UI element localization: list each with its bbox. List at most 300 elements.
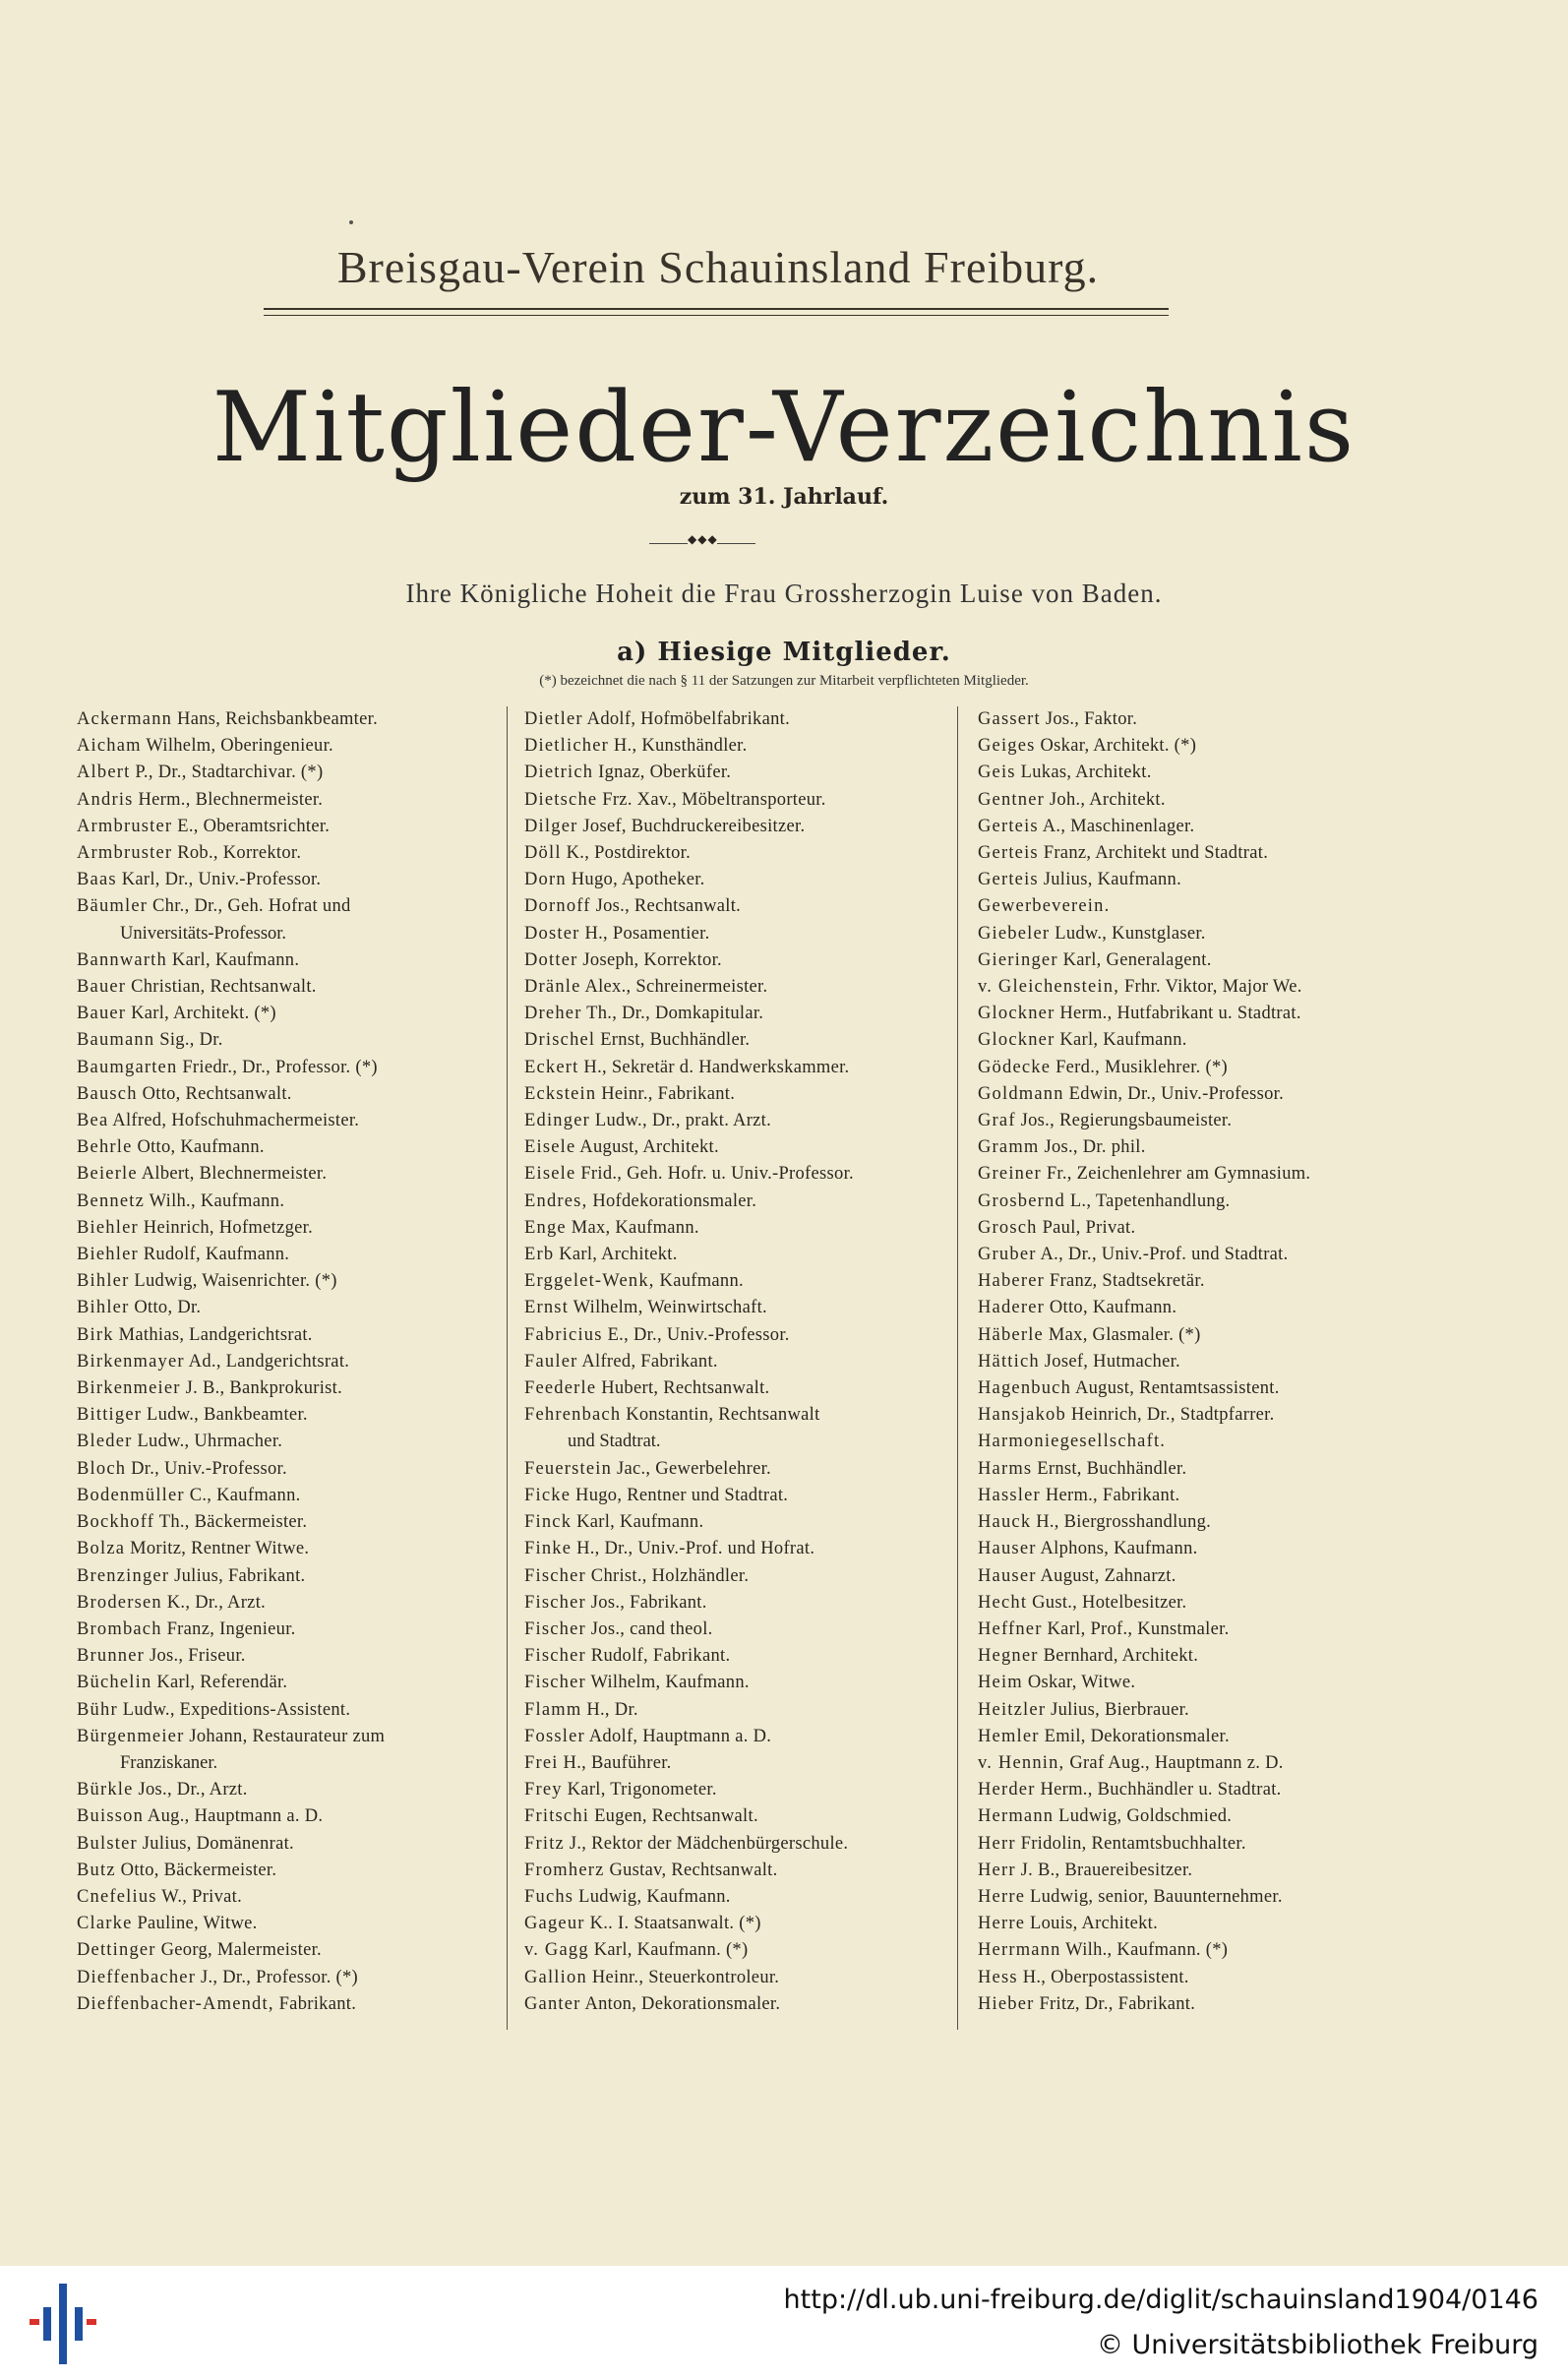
member-surname: Fabricius xyxy=(524,1324,603,1345)
member-entry xyxy=(978,921,1386,947)
member-details: Ignaz, Oberküfer. xyxy=(593,763,732,783)
member-surname: Erb xyxy=(524,1245,555,1265)
member-details: Ludw., Bankbeamter. xyxy=(142,1405,308,1426)
member-details: Frz. Xav., Möbeltransporteur. xyxy=(597,789,826,810)
member-surname: Baas xyxy=(77,870,117,890)
member-surname: Dieffenbacher xyxy=(77,1967,197,1987)
member-surname: v. Gagg xyxy=(524,1940,589,1961)
member-details: August, Architekt. xyxy=(575,1137,719,1158)
member-entry xyxy=(978,1268,1386,1295)
member-entry xyxy=(77,1670,485,1696)
member-surname: Haberer xyxy=(978,1271,1045,1292)
member-surname: Drischel xyxy=(524,1030,596,1051)
member-surname: Heitzler xyxy=(978,1699,1047,1720)
member-surname: Hemler xyxy=(978,1726,1040,1746)
member-surname: Bäumler xyxy=(77,896,149,917)
member-entry xyxy=(77,1242,485,1268)
member-entry xyxy=(978,1055,1386,1081)
member-entry xyxy=(77,1777,485,1803)
member-details-continued: und Stadtrat. xyxy=(568,1432,661,1452)
member-entry xyxy=(524,974,933,1001)
member-entry xyxy=(524,1831,933,1858)
member-surname: Fritz xyxy=(524,1833,565,1854)
member-details: Fridolin, Rentamtsbuchhalter. xyxy=(1015,1833,1246,1854)
member-details: Jos., Dr. phil. xyxy=(1039,1137,1146,1158)
member-entry xyxy=(978,1777,1386,1803)
member-details: H., Bauführer. xyxy=(558,1752,672,1773)
footnote: (*) bezeichnet die nach § 11 der Satzungen zur Mitarbeit verpflichteten Mitglieder. xyxy=(539,673,1029,689)
member-entry xyxy=(77,1081,485,1108)
member-details: Karl, Trigonometer. xyxy=(562,1780,717,1800)
member-entry xyxy=(524,1617,933,1643)
member-entry xyxy=(77,1803,485,1830)
member-details: Albert, Blechnermeister. xyxy=(137,1164,328,1185)
member-details: Heinrich, Dr., Stadtpfarrer. xyxy=(1065,1405,1275,1426)
member-entry xyxy=(524,1643,933,1670)
member-surname: Albert xyxy=(77,763,131,783)
member-entry xyxy=(77,1563,485,1590)
member-surname: Graf xyxy=(978,1111,1016,1131)
member-details-continued: Franziskaner. xyxy=(120,1752,218,1773)
document-title: Mitglieder-Verzeichnis xyxy=(211,372,1357,484)
member-entry xyxy=(524,1295,933,1321)
member-surname: Häberle xyxy=(978,1324,1044,1345)
member-entry xyxy=(524,814,933,840)
member-details: Karl, Kaufmann. xyxy=(1055,1030,1187,1051)
member-details: Heinr., Steuerkontroleur. xyxy=(586,1967,780,1987)
member-entry xyxy=(524,1055,933,1081)
member-details: Bernhard, Architekt. xyxy=(1038,1646,1199,1667)
member-surname: Finke xyxy=(524,1539,573,1559)
organization-heading: Breisgau-Verein Schauinsland Freiburg. xyxy=(336,242,1100,292)
member-details: H., Sekretär d. Handwerkskammer. xyxy=(578,1057,850,1077)
member-details: Rob., Korrektor. xyxy=(172,843,302,864)
member-entry xyxy=(978,1937,1386,1964)
member-details: Karl, Kaufmann. (*) xyxy=(588,1940,749,1961)
member-details: August, Rentamtsassistent. xyxy=(1071,1378,1280,1399)
member-entry xyxy=(978,1509,1386,1536)
member-surname: Bihler xyxy=(77,1271,130,1292)
member-entry xyxy=(524,1322,933,1349)
member-surname: Glockner xyxy=(978,1030,1055,1051)
member-entry xyxy=(524,1991,933,2018)
member-details: Otto, Kaufmann. xyxy=(132,1137,265,1158)
member-details: A., Dr., Univ.-Prof. und Stadtrat. xyxy=(1036,1245,1289,1265)
member-entry xyxy=(77,1189,485,1215)
member-details: H., Dr., Univ.-Prof. und Hofrat. xyxy=(572,1539,815,1559)
member-entry xyxy=(978,1483,1386,1509)
member-surname: Gieringer xyxy=(978,949,1058,970)
member-entry xyxy=(524,1509,933,1536)
member-details: H., Kunsthändler. xyxy=(608,736,748,757)
member-entry xyxy=(524,1108,933,1134)
member-surname: Brunner xyxy=(77,1646,146,1667)
member-details: Joseph, Korrektor. xyxy=(577,949,722,970)
member-entry xyxy=(77,867,485,893)
member-entry xyxy=(978,1590,1386,1617)
member-details: Jos., Regierungsbaumeister. xyxy=(1015,1111,1233,1131)
member-details: Th., Dr., Domkapitular. xyxy=(581,1004,764,1024)
member-entry xyxy=(77,1965,485,1991)
member-surname: Dietler xyxy=(524,709,583,729)
member-entry xyxy=(77,1536,485,1562)
member-surname: Bürkle xyxy=(77,1780,134,1800)
member-details: J. B., Bankprokurist. xyxy=(180,1378,343,1399)
member-surname: Bauer xyxy=(77,977,127,998)
member-entry xyxy=(77,1108,485,1134)
member-entry xyxy=(524,1590,933,1617)
member-entry xyxy=(77,1134,485,1161)
member-entry xyxy=(978,1134,1386,1161)
member-entry xyxy=(77,1161,485,1188)
member-entry xyxy=(978,947,1386,974)
member-details: Julius, Bierbrauer. xyxy=(1046,1699,1189,1720)
member-column-1 xyxy=(77,706,485,2018)
member-details: Edwin, Dr., Univ.-Professor. xyxy=(1063,1083,1285,1104)
member-entry xyxy=(978,1215,1386,1242)
member-surname: Gerteis xyxy=(978,870,1039,890)
member-surname: Aicham xyxy=(77,736,142,757)
member-details: J., Rektor der Mädchenbürgerschule. xyxy=(564,1833,849,1854)
member-entry xyxy=(978,1322,1386,1349)
member-entry xyxy=(978,1081,1386,1108)
member-details: Hofdekorationsmaler. xyxy=(587,1190,757,1211)
member-details: Ludw., Expeditions-Assistent. xyxy=(117,1699,351,1720)
member-surname: Fischer xyxy=(524,1592,586,1613)
member-surname: Eckstein xyxy=(524,1083,597,1104)
member-details: K., Postdirektor. xyxy=(561,843,692,864)
member-entry xyxy=(524,787,933,814)
member-surname: Biehler xyxy=(77,1245,139,1265)
member-entry xyxy=(77,1643,485,1670)
member-details: Rudolf, Kaufmann. xyxy=(138,1245,290,1265)
member-details: Max, Glasmaler. (*) xyxy=(1043,1324,1201,1345)
member-entry xyxy=(978,814,1386,840)
member-details: Ludwig, senior, Bauunternehmer. xyxy=(1025,1886,1283,1907)
member-details: August, Zahnarzt. xyxy=(1036,1565,1176,1586)
member-surname: Haderer xyxy=(978,1298,1045,1318)
member-details: Oskar, Architekt. (*) xyxy=(1035,736,1197,757)
member-details: Hans, Reichsbankbeamter. xyxy=(172,709,378,729)
member-entry xyxy=(978,1349,1386,1375)
member-entry xyxy=(77,1295,485,1321)
member-details: Herm., Buchhändler u. Stadtrat. xyxy=(1035,1780,1282,1800)
member-details: Moritz, Rentner Witwe. xyxy=(125,1539,310,1559)
member-details: Gust., Hotelbesitzer. xyxy=(1027,1592,1187,1613)
member-details: Frid., Geh. Hofr. u. Univ.-Professor. xyxy=(575,1164,854,1185)
member-details: Wilh., Kaufmann. xyxy=(145,1190,285,1211)
member-details: Josef, Hutmacher. xyxy=(1039,1351,1180,1372)
member-entry xyxy=(978,1108,1386,1134)
member-surname: Geis xyxy=(978,763,1016,783)
member-details: Christ., Holzhändler. xyxy=(585,1565,750,1586)
member-entry xyxy=(77,840,485,867)
member-entry xyxy=(77,1483,485,1509)
member-surname: Herre xyxy=(978,1914,1026,1934)
member-surname: Edinger xyxy=(524,1111,590,1131)
member-entry xyxy=(524,893,933,920)
member-entry xyxy=(77,974,485,1001)
member-surname: Dietrich xyxy=(524,763,594,783)
member-details: Karl, Architekt. xyxy=(554,1245,678,1265)
member-details: Ad., Landgerichtsrat. xyxy=(184,1351,350,1372)
member-details: Hubert, Rechtsanwalt. xyxy=(596,1378,770,1399)
member-entry xyxy=(978,893,1386,920)
member-entry xyxy=(978,1965,1386,1991)
member-details: Th., Bäckermeister. xyxy=(154,1512,308,1533)
member-surname: Giebeler xyxy=(978,923,1051,944)
section-heading: a) Hiesige Mitglieder. xyxy=(617,638,951,667)
member-details: Oskar, Witwe. xyxy=(1022,1673,1136,1693)
member-surname: Cnefelius xyxy=(77,1886,157,1907)
member-details: Karl, Kaufmann. xyxy=(166,949,300,970)
member-surname: Hagenbuch xyxy=(978,1378,1072,1399)
member-details: Dr., Univ.-Professor. xyxy=(126,1458,287,1479)
member-entry xyxy=(978,1295,1386,1321)
member-details: K., Dr., Arzt. xyxy=(161,1592,267,1613)
member-surname: Brenzinger xyxy=(77,1565,170,1586)
member-surname: Herr xyxy=(978,1860,1016,1880)
member-details: Josef, Buchdruckereibesitzer. xyxy=(577,816,806,836)
member-entry xyxy=(77,1349,485,1375)
member-entry xyxy=(77,1937,485,1964)
member-entry xyxy=(524,1937,933,1964)
member-details: Herm., Hutfabrikant u. Stadtrat. xyxy=(1055,1004,1301,1024)
member-details: Karl, Generalagent. xyxy=(1057,949,1212,970)
member-details: Anton, Dekorationsmaler. xyxy=(580,1993,781,2014)
document-subtitle: zum 31. Jahrlauf. xyxy=(679,484,889,510)
member-surname: Hauser xyxy=(978,1565,1037,1586)
member-entry xyxy=(524,1001,933,1027)
member-details: Julius, Fabrikant. xyxy=(169,1565,306,1586)
heading-rule xyxy=(264,308,1169,310)
member-surname: Erggelet-Wenk, xyxy=(524,1271,655,1292)
member-surname: Bleder xyxy=(77,1432,133,1452)
member-details: Adolf, Hauptmann a. D. xyxy=(584,1726,772,1746)
member-entry xyxy=(524,1911,933,1937)
member-surname: Bulster xyxy=(77,1833,138,1854)
member-entry xyxy=(978,1724,1386,1750)
member-entry xyxy=(77,1509,485,1536)
member-surname: Fuchs xyxy=(524,1886,574,1907)
member-surname: Fischer xyxy=(524,1646,586,1667)
member-entry xyxy=(524,1268,933,1295)
member-details: Jos., Rechtsanwalt. xyxy=(590,896,742,917)
member-surname: Beierle xyxy=(77,1164,138,1185)
member-entry xyxy=(978,1831,1386,1858)
member-details: Rudolf, Fabrikant. xyxy=(585,1646,731,1667)
member-entry xyxy=(524,1724,933,1750)
member-entry xyxy=(524,706,933,733)
member-details: Eugen, Rechtsanwalt. xyxy=(589,1806,758,1827)
member-details: Alphons, Kaufmann. xyxy=(1036,1539,1198,1559)
member-details: Alex., Schreinermeister. xyxy=(580,977,768,998)
member-details: Wilhelm, Kaufmann. xyxy=(585,1673,750,1693)
member-surname: Endres, xyxy=(524,1190,588,1211)
ornament-icon: ◆◆◆ xyxy=(688,532,718,546)
member-entry xyxy=(978,1161,1386,1188)
member-surname: Hauser xyxy=(978,1539,1037,1559)
member-entry xyxy=(77,814,485,840)
member-details: Louis, Architekt. xyxy=(1025,1914,1158,1934)
member-surname: Fehrenbach xyxy=(524,1405,622,1426)
member-details: Ludw., Dr., prakt. Arzt. xyxy=(589,1111,772,1131)
member-entry xyxy=(524,921,933,947)
member-details: Adolf, Hofmöbelfabrikant. xyxy=(582,709,790,729)
member-entry xyxy=(524,947,933,974)
member-details: Graf Aug., Hauptmann z. D. xyxy=(1064,1752,1284,1773)
member-surname: Heim xyxy=(978,1673,1023,1693)
member-surname: Fritschi xyxy=(524,1806,590,1827)
member-entry xyxy=(524,1884,933,1911)
member-details: Otto, Rechtsanwalt. xyxy=(137,1083,292,1104)
member-entry xyxy=(978,1617,1386,1643)
member-details: J., Dr., Professor. (*) xyxy=(196,1967,359,1987)
member-details: A., Maschinenlager. xyxy=(1038,816,1195,836)
member-surname: Fromherz xyxy=(524,1860,605,1880)
member-details: Hugo, Rentner und Stadtrat. xyxy=(571,1485,789,1505)
print-speck xyxy=(349,220,353,224)
member-details: Ernst, Buchhändler. xyxy=(1032,1458,1187,1479)
member-details: Herm., Blechnermeister. xyxy=(133,789,324,810)
member-entry xyxy=(77,1429,485,1455)
member-surname: Bolza xyxy=(77,1539,126,1559)
member-surname: v. Gleichenstein, xyxy=(978,977,1120,998)
member-details: Ludwig, Kaufmann. xyxy=(573,1886,731,1907)
member-entry xyxy=(77,1215,485,1242)
library-logo-icon xyxy=(30,2278,98,2368)
member-details: Otto, Dr. xyxy=(129,1298,202,1318)
member-details: Herm., Fabrikant. xyxy=(1040,1485,1180,1505)
member-entry xyxy=(77,1831,485,1858)
member-surname: Butz xyxy=(77,1860,116,1880)
member-surname: Baumann xyxy=(77,1030,155,1051)
member-entry xyxy=(77,1858,485,1884)
member-details: H., Oberpostassistent. xyxy=(1017,1967,1189,1987)
member-surname: Frei xyxy=(524,1752,559,1773)
member-surname: Bloch xyxy=(77,1458,127,1479)
member-entry xyxy=(524,1563,933,1590)
member-surname: Gageur xyxy=(524,1914,585,1934)
member-entry xyxy=(524,1697,933,1724)
member-entry xyxy=(524,1777,933,1803)
member-entry xyxy=(77,1402,485,1429)
member-details: Pauline, Witwe. xyxy=(132,1914,258,1934)
member-details: Ludw., Kunstglaser. xyxy=(1050,923,1206,944)
member-surname: Gentner xyxy=(978,789,1045,810)
member-entry xyxy=(77,1456,485,1483)
member-entry xyxy=(978,1456,1386,1483)
member-entry xyxy=(978,1911,1386,1937)
member-surname: Fischer xyxy=(524,1673,586,1693)
member-details: Jos., Fabrikant. xyxy=(585,1592,707,1613)
member-surname: Frey xyxy=(524,1780,563,1800)
member-details: Julius, Kaufmann. xyxy=(1038,870,1181,890)
member-details: Aug., Hauptmann a. D. xyxy=(144,1806,324,1827)
member-surname: Brodersen xyxy=(77,1592,162,1613)
member-surname: Brombach xyxy=(77,1618,162,1639)
member-entry xyxy=(978,760,1386,786)
member-details: Otto, Bäckermeister. xyxy=(115,1860,277,1880)
member-entry xyxy=(524,1027,933,1054)
member-details: Fritz, Dr., Fabrikant. xyxy=(1034,1993,1196,2014)
member-column-3 xyxy=(978,706,1386,2018)
member-surname: Feederle xyxy=(524,1378,597,1399)
member-entry xyxy=(524,1965,933,1991)
member-entry xyxy=(978,733,1386,760)
member-entry xyxy=(978,1027,1386,1054)
member-entry xyxy=(524,1242,933,1268)
member-surname: Birkenmayer xyxy=(77,1351,185,1372)
member-surname: Bea xyxy=(77,1111,109,1131)
member-surname: Dietlicher xyxy=(524,736,609,757)
member-surname: Biehler xyxy=(77,1217,139,1238)
member-surname: Gramm xyxy=(978,1137,1040,1158)
member-entry xyxy=(77,1375,485,1402)
member-surname: Clarke xyxy=(77,1914,133,1934)
member-details: Franz, Stadtsekretär. xyxy=(1044,1271,1205,1292)
member-details: Jos., Friseur. xyxy=(145,1646,246,1667)
member-surname: Dietsche xyxy=(524,789,598,810)
member-details: Heinr., Fabrikant. xyxy=(596,1083,736,1104)
member-surname: Goldmann xyxy=(978,1083,1064,1104)
member-surname: Grosbernd xyxy=(978,1190,1065,1211)
heading-rule-thin xyxy=(264,315,1169,316)
member-surname: Feuerstein xyxy=(524,1458,613,1479)
member-details: Jos., Dr., Arzt. xyxy=(133,1780,248,1800)
member-entry xyxy=(524,1456,933,1483)
member-surname: Baumgarten xyxy=(77,1057,178,1077)
member-details: Frhr. Viktor, Major We. xyxy=(1119,977,1302,998)
member-entry xyxy=(77,733,485,760)
member-entry xyxy=(978,706,1386,733)
member-entry xyxy=(77,1055,485,1081)
member-entry xyxy=(978,1001,1386,1027)
member-surname: Gewerbeverein. xyxy=(978,896,1111,917)
footer-copyright: © Universitätsbibliothek Freiburg xyxy=(1096,2330,1538,2360)
member-details: E., Dr., Univ.-Professor. xyxy=(602,1324,790,1345)
member-surname: Behrle xyxy=(77,1137,133,1158)
member-details: Friedr., Dr., Professor. (*) xyxy=(177,1057,378,1077)
member-details: K.. I. Staatsanwalt. (*) xyxy=(584,1914,761,1934)
member-entry xyxy=(978,1189,1386,1215)
member-details: Jac., Gewerbelehrer. xyxy=(612,1458,771,1479)
patron-line: Ihre Königliche Hoheit die Frau Grossherzogin Luise von Baden. xyxy=(405,579,1163,608)
member-details: Christian, Rechtsanwalt. xyxy=(126,977,317,998)
column-divider xyxy=(507,706,508,2030)
member-entry xyxy=(978,1643,1386,1670)
member-surname: Bausch xyxy=(77,1083,138,1104)
member-surname: Ackermann xyxy=(77,709,173,729)
member-entry xyxy=(77,1617,485,1643)
member-details: C., Kaufmann. xyxy=(184,1485,301,1505)
member-entry xyxy=(77,947,485,974)
member-details: Franz, Architekt und Stadtrat. xyxy=(1038,843,1269,864)
member-entry xyxy=(524,1536,933,1562)
member-entry xyxy=(77,1590,485,1617)
footer-url-link[interactable]: http://dl.ub.uni-freiburg.de/diglit/schauinsland1904/0146 xyxy=(783,2285,1538,2315)
member-details: Emil, Dekorationsmaler. xyxy=(1039,1726,1230,1746)
member-surname: Herr xyxy=(978,1833,1016,1854)
member-entry xyxy=(77,787,485,814)
member-entry xyxy=(524,1349,933,1375)
member-entry xyxy=(524,1161,933,1188)
member-details: Karl, Prof., Kunstmaler. xyxy=(1042,1618,1230,1639)
member-details: Karl, Referendär. xyxy=(151,1673,288,1693)
member-surname: Hassler xyxy=(978,1485,1041,1505)
member-entry xyxy=(524,1081,933,1108)
member-surname: Gallion xyxy=(524,1967,587,1987)
